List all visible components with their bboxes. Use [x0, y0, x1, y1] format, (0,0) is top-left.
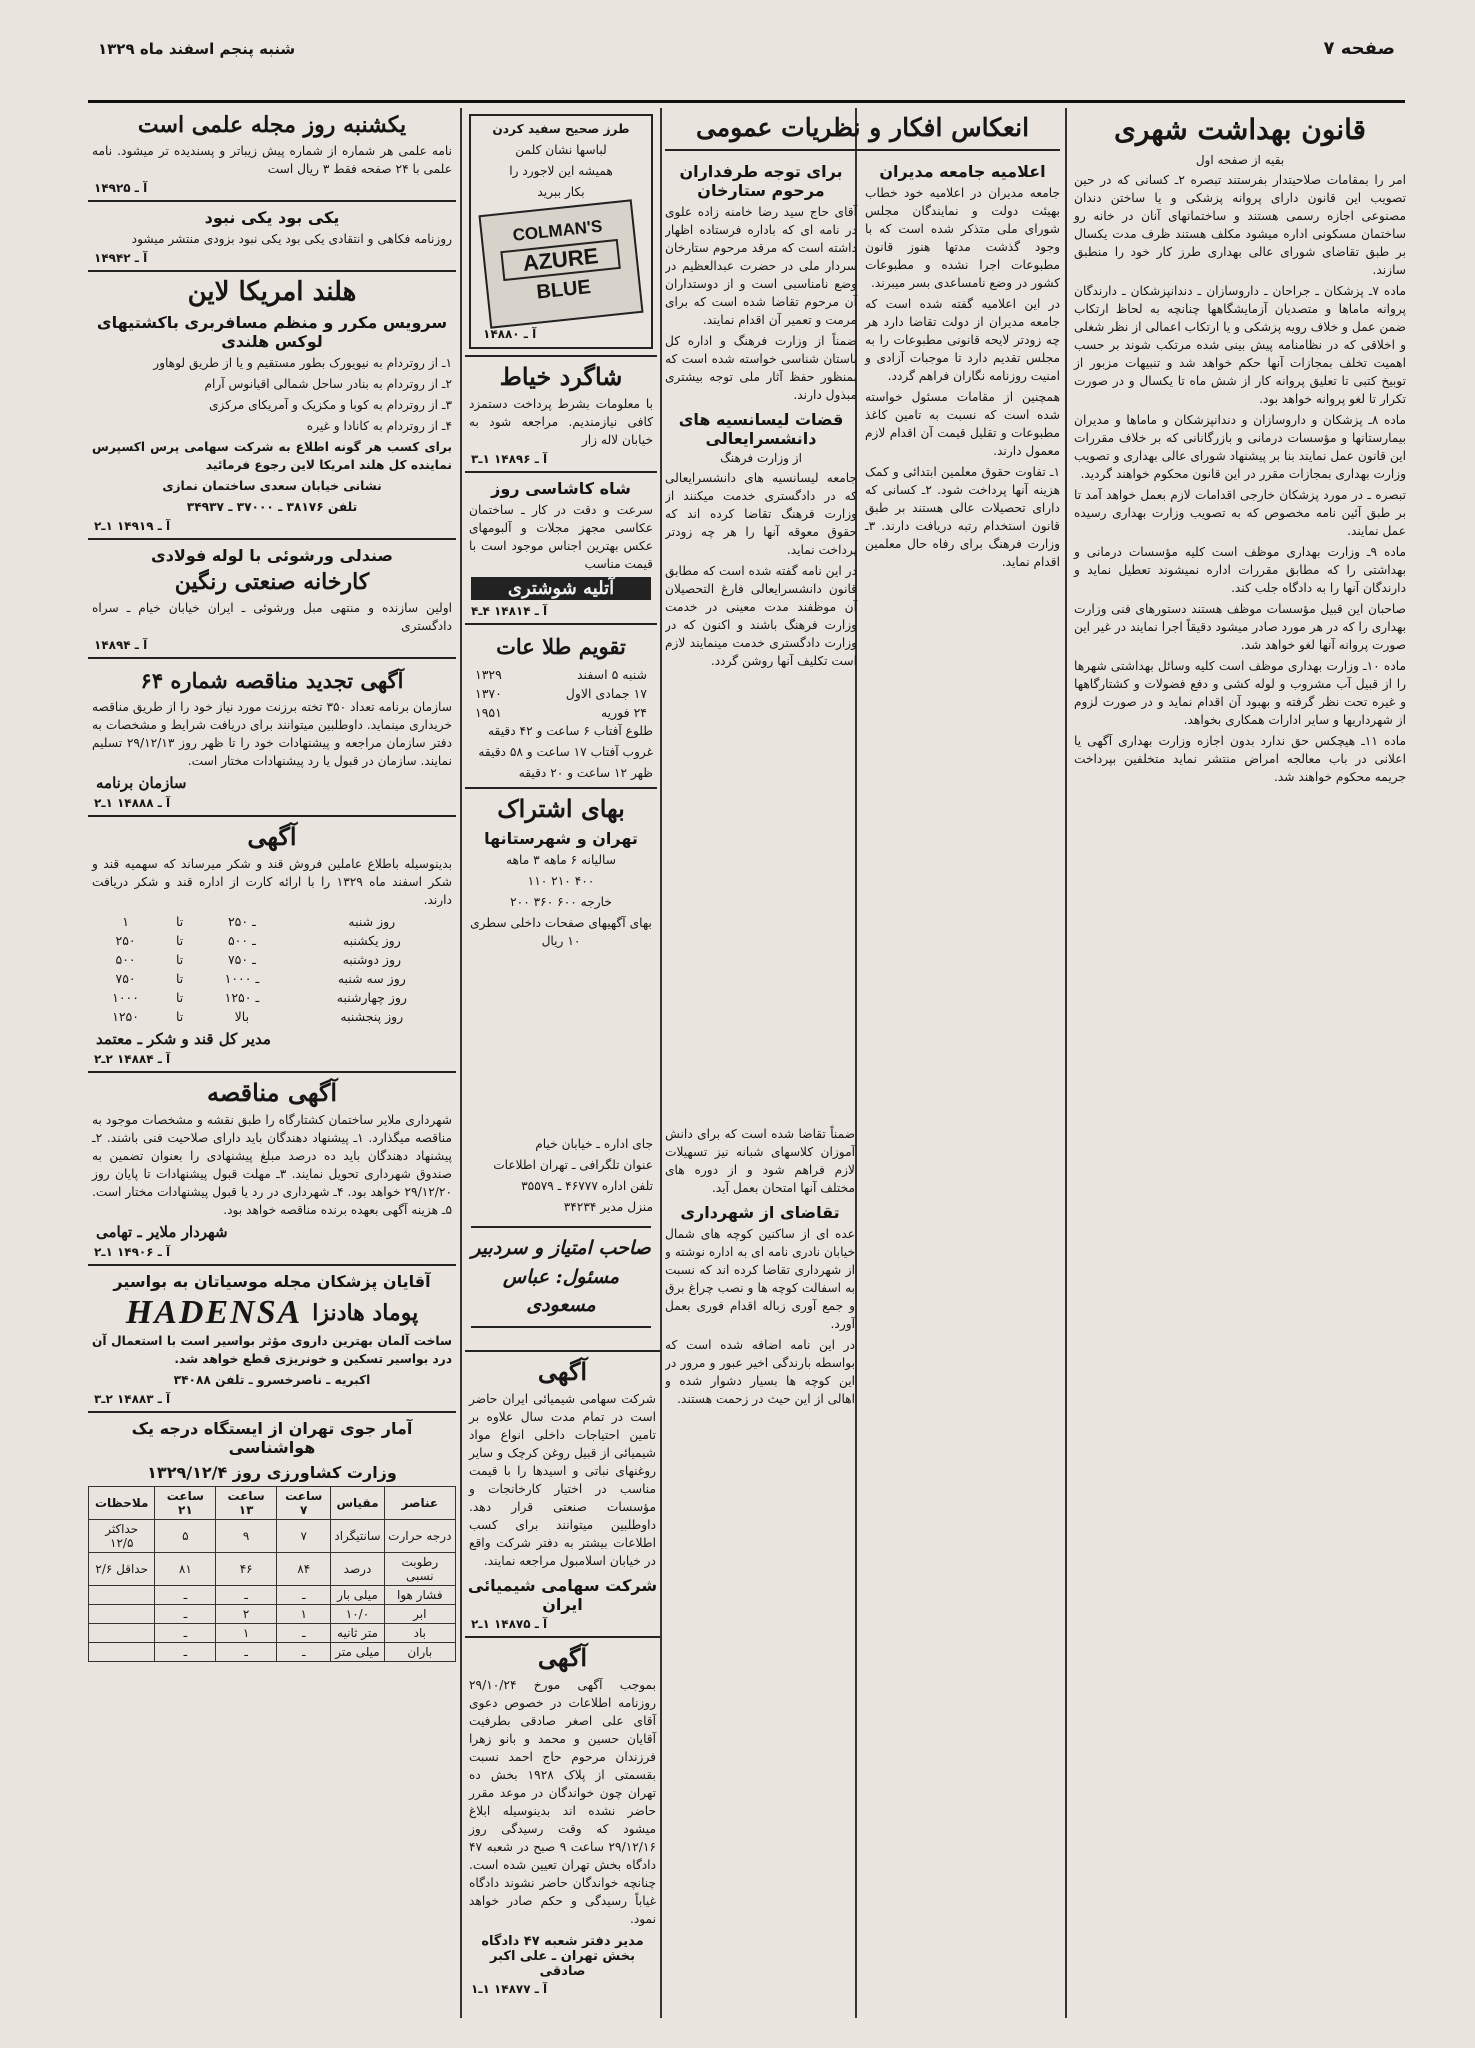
ad-malayer-sign: شهردار ملایر ـ تهامی	[96, 1223, 228, 1242]
ad-holland-sub: سرویس مکرر و منظم مسافربری باکشتیهای لوکس هلندی	[96, 313, 448, 351]
ad-sugar-body: بدینوسیله باطلاع عاملین فروش قند و شکر میرساند که سهمیه قند و شکر اسفند ماه ۱۳۲۹ را با ارائه کارت از اداره قند و شکر دریافت دارند.	[92, 857, 452, 908]
divider	[88, 657, 456, 659]
office-line: جای اداره ـ خیابان خیام	[535, 1137, 653, 1151]
table-cell: رطوبت نسبی	[384, 1553, 455, 1586]
ad-tender-body: سازمان برنامه تعداد ۳۵۰ تخته برزنت مورد نیاز خود را از طریق مناقصه خریداری مینماید. داوطلبین میتوانند برای دریافت شرایط و مشخصات به دفتر سازمان مراجعه و پیشنهادات خود را تا ظهر روز ۲۹/۱۲/۱۳ تسلیم نمایند. سازمان در قبول یا رد پیشنهادات مختار است.	[92, 700, 452, 769]
sugar-schedule-row	[88, 950, 456, 969]
ad-line: طرز صحیح سفید کردن	[492, 122, 630, 136]
table-cell: ۱۰/۰	[331, 1605, 384, 1624]
column-office-info	[465, 1135, 657, 1345]
ad-code: آ ـ ۱۴۸۸۸ ۱ـ۲	[94, 796, 171, 811]
divider	[465, 787, 657, 789]
ad-chair-company: کارخانه صنعتی رنگین	[174, 569, 370, 595]
table-cell: روز چهارشنبه	[336, 990, 407, 1006]
ad-sugar-title: آگهی	[247, 822, 297, 852]
column-public-opinion	[665, 108, 1060, 1128]
ad-chemical-company	[465, 1345, 660, 2015]
table-cell: ۴۶	[216, 1553, 277, 1586]
article-paragraph: ضمناً از وزارت فرهنگ و اداره کل باستان شناسی خواسته شده است که بمنظور حفظ آثار ملی توجه بیشتری مبذول دارند.	[665, 334, 857, 403]
office-line: عنوان تلگرافی ـ تهران اطلاعات	[493, 1158, 653, 1172]
calendar-value: ۱۳۲۹	[475, 666, 502, 682]
table-cell: ـ	[277, 1586, 331, 1605]
table-cell: روز پنجشنبه	[340, 1009, 404, 1025]
article-paragraph: ماده ۱۰ـ وزارت بهداری موظف است کلیه وسائل بهداشتی شهرها را از قبیل آب مشروب و لوله کشی و دفع فضولات و کشتارگاهها و غیره تحت نظر گرفته و بهبود آن اقدام نماید و در صورت لزوم از شهرداریها و سایر ادارات همکاری بخواهد.	[1074, 659, 1406, 727]
ad-code: آ ـ ۱۴۸۷۵ ۱ـ۲	[471, 1617, 548, 1631]
article-paragraph: عده ای از ساکنین کوچه های شمال خیابان نادری نامه ای به اداره نوشته و از شهرداری تقاضا کرده اند که نسبت به اسفالت کوچه ها و نصب چراغ برق و جمع آوری زباله اقدام فوری بعمل آورد.	[665, 1227, 855, 1331]
table-cell: باران	[384, 1643, 455, 1662]
subscription-row: ۴۰۰ ۲۱۰ ۱۱۰	[527, 873, 595, 888]
ad-line: لباسها نشان کلمن	[515, 143, 607, 157]
table-cell: ـ ۷۵۰	[227, 952, 256, 968]
table-header: ساعت ۷	[277, 1487, 331, 1520]
subscription-row: سالیانه ۶ ماهه ۳ ماهه	[506, 852, 616, 867]
subscription-title: بهای اشتراک	[497, 793, 625, 823]
sugar-schedule-row	[88, 988, 456, 1007]
article-paragraph: ماده ۷ـ پزشکان ـ جراحان ـ داروسازان ـ دندانپزشکان ـ دارندگان پروانه ماماها و متصدیان آزمایشگاهها چنانچه به لحاظ ارتکاب ضمن عمل و خلاف رویه پزشکی و یا ارتکاب اعمالی از نظر شغلی و اخلاقی که در نظامنامه پیش بینی شده مرتکب شوند بر حسب اهمیت تخلف بمجازات آنها حکم خواهد شد و تنبیهات مزبور از توبیخ کتبی تا تعلیق پروانه کار از شش ماه تا یکسال و در صورت تکرار تا لغو پروانه خواهد بود.	[1074, 284, 1406, 406]
table-cell	[89, 1605, 155, 1624]
table-cell: ۱	[216, 1624, 277, 1643]
brand-text: COLMAN'S	[511, 216, 604, 245]
weather-row	[89, 1643, 456, 1662]
divider	[465, 623, 657, 625]
ad-humor-title: یکی بود یکی نبود	[204, 208, 340, 227]
publisher-signature: صاحب امتیاز و سردبیر مسئول: عباس مسعودی	[471, 1226, 651, 1328]
ad-code: آ ـ ۱۴۸۱۴ ۴ـ۴	[471, 604, 548, 619]
ad-code: آ ـ ۱۴۹۲۵	[94, 181, 148, 195]
ad-chair-title: صندلی ورشوئی با لوله فولادی	[151, 546, 393, 565]
ad-code: آ ـ ۱۴۸۹۴	[94, 638, 148, 652]
calendar-row	[465, 703, 657, 722]
table-cell: روز یکشنبه	[342, 933, 401, 949]
brand-text: BLUE	[535, 276, 592, 304]
subscription-subtitle: تهران و شهرستانها	[484, 828, 638, 848]
article-paragraph: جامعه لیسانسیه های دانشسرایعالی که در دادگستری خدمت میکنند از وزارت فرهنگ تقاضا کرده اند که حقوق معوقه آنها را هر چه زودتر پرداخت نماید.	[665, 471, 857, 558]
table-cell: میلی متر	[331, 1643, 384, 1662]
weather-row	[89, 1605, 456, 1624]
column-ads-info	[465, 108, 657, 1128]
sugar-schedule-row	[88, 1007, 456, 1026]
ad-code: آ ـ ۱۴۸۸۳ ۲ـ۳	[94, 1392, 171, 1407]
table-cell: ـ	[155, 1624, 216, 1643]
table-cell: میلی بار	[331, 1586, 384, 1605]
article-title-health-law: قانون بهداشت شهری	[1113, 113, 1367, 146]
table-cell: ۱	[277, 1605, 331, 1624]
table-cell	[89, 1643, 155, 1662]
ad-body: شرکت سهامی شیمیائی ایران حاضر است در تمام مدت سال علاوه بر تامین احتیاجات داخلی انواع مواد شیمیائی از قبیل روغن کرچک و سایر روغنهای نباتی و اسیدها را با قیمت مناسب در اختیار کارخانجات و مؤسسات صنعتی قرار دهد. داوطلبین میتوانند برای کسب اطلاعات بیشتر به دفتر شرکت واقع در خیابان اسلامبول مراجعه نمایند.	[469, 1392, 656, 1568]
divider	[88, 1264, 456, 1266]
ad-code: آ ـ ۱۴۸۷۷ ۱ـ۱	[471, 1982, 548, 1996]
ad-holland-title: هلند امریکا لاین	[187, 277, 357, 307]
subhead-editors: اعلامیه جامعه مدیران	[879, 162, 1046, 182]
divider	[88, 200, 456, 202]
subscription-row: خارجه ۶۰۰ ۳۶۰ ۲۰۰	[510, 894, 612, 909]
article-paragraph: ۱ـ تفاوت حقوق معلمین ابتدائی و کمک هزینه آنها پرداخت شود. ۲ـ کسانی که دارای تحصیلات عالی هستند بر طبق قانون استخدام رتبه دریافت دارند. ۳ـ وزارت فرهنگ برای رفاه حال معلمین اقدام نماید.	[865, 465, 1060, 570]
ad-tender-sign: سازمان برنامه	[96, 774, 187, 793]
ad-code: آ ـ ۱۴۸۸۴ ۲ـ۲	[94, 1052, 171, 1067]
sugar-schedule-row	[88, 931, 456, 950]
table-cell: روز شنبه	[348, 914, 396, 930]
ad-photo-name: آتلیه شوشتری	[471, 577, 651, 600]
weather-row	[89, 1624, 456, 1643]
article-paragraph: ضمناً تقاضا شده است که برای دانش آموزان کلاسهای شبانه نیز تسهیلات لازم فراهم شود و از دوره های مختلف آنها امتحان بعمل آید.	[665, 1127, 855, 1195]
article-paragraph: امر را بمقامات صلاحیتدار بفرستند تبصره ۲ـ کسانی که در حین تصویب این قانون دارای پروانه پزشکی و یا ساختن دندان مصنوعی اجازه رسمی هستند و ساختمانهای آنان در خانه رو ساختمان مسکونی اداره میشود مکلف هستند ظرف مدت یکسال بر طبق تقاضای شورای عالی بهداری طرز کار خود را منطبق سازند.	[1074, 173, 1406, 277]
weather-title-2: وزارت کشاورزی روز ۱۳۲۹/۱۲/۴	[147, 1463, 397, 1483]
table-cell: درجه حرارت	[384, 1520, 455, 1553]
article-paragraph: تبصره ـ در مورد پزشکان خارجی اقدامات لازم بعمل خواهد آمد تا بر طبق آئین نامه مخصوص که به تصویب وزارت بهداری رسیده عمل نمایند.	[1074, 488, 1406, 538]
ad-humor-body: روزنامه فکاهی و انتقادی یکی بود یکی نبود بزودی منتشر میشود	[131, 232, 452, 246]
sunset: غروب آفتاب ۱۷ ساعت و ۵۸ دقیقه	[478, 744, 653, 759]
calendar-row	[465, 684, 657, 703]
calendar-value: ۱۳۷۰	[475, 685, 502, 701]
calendar-label: ۱۷ جمادی الاول	[565, 685, 647, 701]
article-paragraph: صاحبان این قبیل مؤسسات موظف هستند دستورهای فنی وزارت بهداری را که در هر مورد صادر میشود دقیقاً اجرا نمایند در غیر این صورت پروانه آنها لغو خواهد شد.	[1074, 602, 1406, 652]
ad-code: آ ـ ۱۴۸۹۶ ۱ـ۳	[471, 452, 548, 466]
article-paragraph: در این اعلامیه گفته شده است که جامعه مدیران از دولت تقاضا دارد هر چه زودتر لایحه قانونی مطبوعات را به مجلس تقدیم دارد تا موجبات آزادی و امنیت روزنامه نگاران فراهم گردد.	[865, 297, 1060, 384]
ad-code: آ ـ ۱۴۸۸۰	[483, 327, 537, 341]
calendar-label: ۲۴ فوریه	[600, 704, 647, 720]
column-public-opinion-cont	[665, 1125, 855, 2015]
column-rule	[460, 108, 462, 2018]
column-rule	[660, 108, 662, 2018]
table-header: ملاحظات	[89, 1487, 155, 1520]
weather-row	[89, 1586, 456, 1605]
ad-code: آ ـ ۱۴۹۱۹ ۱ـ۲	[94, 519, 171, 533]
calendar-label: شنبه ۵ اسفند	[577, 666, 647, 682]
ad-holland-line: ۴ـ از روتردام به کانادا و غیره	[306, 419, 452, 433]
calendar-title: تقویم طلا عات	[496, 634, 626, 660]
table-cell: ۱۰۰۰	[112, 990, 139, 1006]
ad-holland-line: ۳ـ از روتردام به کوبا و مکزیک و آمریکای مرکزی	[208, 398, 452, 412]
divider	[465, 471, 657, 473]
table-header: عناصر	[384, 1487, 455, 1520]
ad-sugar-sign: مدیر کل قند و شکر ـ معتمد	[96, 1030, 271, 1049]
ad-tender-title: آگهی تجدید مناقصه شماره ۶۴	[140, 668, 404, 693]
table-cell: تا	[175, 1009, 184, 1025]
subhead-judges-2: از وزارت فرهنگ	[720, 451, 802, 466]
ad-malayer-body: شهرداری ملایر ساختمان کشتارگاه را طبق نقشه و مشخصات موجود به مناقصه میگذارد. ۱ـ پیشنهاد دهندگان باید دارای صلاحیت فنی باشند. ۲ـ پیشنهاد دهندگان باید ده درصد مبلغ پیشنهادی را بعنوان تضمین به صندوق شهرداری تحویل نمایند. ۳ـ مهلت قبول پیشنهادات تا پایان روز ۲۹/۱۲/۲۰ خواهد بود. ۴ـ شهرداری در رد یا قبول پیشنهادات مختار است. ۵ـ هزینه آگهی بعهده برنده مناقصه خواهد بود.	[92, 1113, 452, 1218]
divider	[88, 1071, 456, 1073]
table-cell: حداقل ۲/۶	[89, 1553, 155, 1586]
ad-hadensa-latin: HADENSA	[125, 1294, 303, 1332]
table-cell: ۱	[122, 914, 129, 930]
divider	[88, 1411, 456, 1413]
weather-table	[88, 1486, 456, 1662]
ad-line: همیشه این لاجورد را	[509, 164, 613, 178]
table-cell: ۲۵۰	[115, 933, 136, 949]
ad-colmans-blue	[469, 114, 653, 349]
table-header: ساعت ۲۱	[155, 1487, 216, 1520]
table-cell	[89, 1624, 155, 1643]
noon: ظهر ۱۲ ساعت و ۲۰ دقیقه	[518, 765, 653, 780]
sunrise: طلوع آفتاب ۶ ساعت و ۴۲ دقیقه	[488, 723, 653, 738]
table-cell: ـ ۱۲۵۰	[224, 990, 260, 1006]
ad-holland-phone: تلفن ۳۸۱۷۶ ـ ۳۷۰۰۰ ـ ۳۴۹۳۷	[186, 500, 358, 514]
article-paragraph: ماده ۱۱ـ هیچکس حق ندارد بدون اجازه وزارت بهداری آگهی یا اعلانی در باب معالجه امراض منتشر نماید متخلفین بپرداخت جریمه محکوم خواهند شد.	[1074, 734, 1406, 784]
divider	[88, 815, 456, 817]
table-cell: ۵۰۰	[115, 952, 136, 968]
table-cell: تا	[175, 914, 184, 930]
table-cell	[89, 1586, 155, 1605]
divider	[88, 538, 456, 540]
calendar-value: ۱۹۵۱	[475, 704, 502, 720]
table-cell: روز سه شنبه	[337, 971, 406, 987]
table-header: ساعت ۱۳	[216, 1487, 277, 1520]
divider	[465, 1350, 660, 1352]
issue-date: شنبه پنجم اسفند ماه ۱۳۲۹	[98, 40, 296, 58]
sugar-schedule-row	[88, 969, 456, 988]
subhead-sattar-khan: برای توجه طرفداران مرحوم ستارخان	[679, 162, 843, 201]
table-cell: تا	[175, 971, 184, 987]
table-cell: ۷	[277, 1520, 331, 1553]
column-classifieds	[88, 108, 456, 2018]
table-cell: ـ	[216, 1586, 277, 1605]
ad-hadensa-address: اکبریه ـ ناصرخسرو ـ تلفن ۳۴۰۸۸	[173, 1373, 371, 1388]
subhead-municipality: تقاضای از شهرداری	[680, 1203, 840, 1222]
ad-hadensa-top: آقایان پزشکان مجله موسیاتان به بواسیر	[113, 1272, 431, 1292]
table-cell: ۱۲۵۰	[112, 1009, 139, 1025]
table-cell: درصد	[331, 1553, 384, 1586]
table-cell: تا	[175, 990, 184, 1006]
ad-line: بکار ببرید	[537, 185, 585, 199]
ad-hadensa-brand	[88, 1294, 456, 1332]
ad-holland-line: ۲ـ از روتردام به بنادر ساحل شمالی اقیانوس آرام	[204, 377, 452, 391]
weather-row	[89, 1553, 456, 1586]
ad-code: آ ـ ۱۴۹۴۲	[94, 251, 148, 265]
table-cell: ـ	[277, 1624, 331, 1643]
ad-holland-line: برای کسب هر گونه اطلاع به شرکت سهامی پرس اکسپرس نماینده کل هلند امریکا لاین رجوع فرمائید	[92, 440, 452, 472]
weather-title: آمار جوی تهران از ایستگاه درجه یک هواشناسی	[131, 1419, 413, 1458]
ad-sign: مدیر دفتر شعبه ۴۷ دادگاه بخش تهران ـ علی اکبر صادقی	[481, 1934, 644, 1979]
ad-science-title: یکشنبه روز مجله علمی است	[137, 112, 407, 138]
table-cell: متر ثانیه	[331, 1624, 384, 1643]
divider	[465, 355, 657, 357]
ad-code: آ ـ ۱۴۹۰۶ ۱ـ۲	[94, 1245, 171, 1260]
table-cell: ۸۱	[155, 1553, 216, 1586]
sugar-schedule-row	[88, 912, 456, 931]
weather-row	[89, 1520, 456, 1553]
divider	[665, 149, 1060, 151]
table-cell: ـ ۵۰۰	[227, 933, 256, 949]
ad-malayer-title: آگهی مناقصه	[206, 1078, 338, 1108]
continuation-note: بقیه از صفحه اول	[1195, 153, 1285, 167]
table-cell: باد	[384, 1624, 455, 1643]
table-cell: ۲	[216, 1605, 277, 1624]
ad-chair-body: اولین سازنده و منتهی مبل ورشوئی ـ ایران خیابان خیام ـ سراه دادگستری	[92, 601, 452, 633]
article-paragraph: همچنین از مقامات مسئول خواسته شده است که نسبت به تامین کاغذ مطبوعات و تقلیل قیمت آن اقدام لازم معمول دارند.	[865, 390, 1060, 459]
article-paragraph: در این نامه اضافه شده است که بواسطه بارندگی اخیر عبور و مرور در این کوچه ها بسیار دشوار شده و اهالی از این حیث در زحمت هستند.	[665, 1338, 855, 1406]
table-cell: ـ	[155, 1605, 216, 1624]
ad-science-body: نامه علمی هر شماره از شماره پیش زیباتر و پسندیده تر میشود. نامه علمی با ۲۴ صفحه فقط ۳ ریال است	[92, 144, 452, 176]
article-paragraph: آقای حاج سید رضا خامنه زاده علوی در نامه ای که باداره فرستاده اظهار داشته است که مرقد مرحوم ستارخان سردار ملی در حضرت عبدالعظیم در وضع نامناسبی است و از دوستداران آن مرحوم تقاضا شده است که برای مرمت و تعمیر آن اقدام نمایند.	[665, 205, 857, 328]
table-cell: ـ	[277, 1643, 331, 1662]
ad-holland-line: ۱ـ از روتردام به نیویورک بطور مستقیم و یا از طریق لوهاور	[153, 356, 452, 370]
divider	[88, 270, 456, 272]
ad-photo-body: سرعت و دقت در کار ـ ساختمان عکاسی مجهز مجلات و آلبومهای عکس بهترین اجناس موجود است با قیمت مناسب	[469, 503, 653, 571]
column-rule	[1065, 108, 1067, 2018]
column-health-law	[1070, 108, 1410, 789]
article-paragraph: جامعه مدیران در اعلامیه خود خطاب بهیئت دولت و نمایندگان مجلس شورای ملی متذکر شده است که با وجود گذشت مدتها هنوز قانون مطبوعات اجرا نشده و مطبوعات کشور در وضع نامساعدی بسر میبرند.	[865, 186, 1060, 291]
table-cell: ۵	[155, 1520, 216, 1553]
table-cell: حداکثر ۱۲/۵	[89, 1520, 155, 1553]
ad-hadensa-body: ساخت آلمان بهترین داروی مؤثر بواسیر است با استعمال آن درد بواسیر تسکین و خونریزی قطع خواهد شد.	[92, 1334, 452, 1367]
brand-text: AZURE	[500, 239, 620, 281]
table-cell: ـ ۱۰۰۰	[224, 971, 260, 987]
ad-title: آگهی	[537, 1357, 588, 1386]
table-header: مقیاس	[331, 1487, 384, 1520]
ad-title: آگهی	[537, 1643, 588, 1672]
ad-holland-address: نشانی خیابان سعدی ساختمان نمازی	[162, 479, 382, 493]
calendar-row	[465, 665, 657, 684]
ad-body: بموجب آگهی مورخ ۲۹/۱۰/۲۴ روزنامه اطلاعات در خصوص دعوی آقای علی اصغر صادقی بطرفیت آقایان حسین و محمد و بانو زهرا فرزندان مرحوم حاج احمد نسبت بقسمتی از پلاک ۱۹۲۸ بخش ده تهران چون خواندگان در موعد مقرر حاضر نشده اند بدینوسیله ابلاغ میشود که وقت رسیدگی روز ۲۹/۱۲/۱۶ ساعت ۹ صبح در شعبه ۴۷ دادگاه بخش تهران تعیین شده است. چنانچه خواندگان حاضر نشوند دادگاه غیاباً رسیدگی و حکم صادر خواهد نمود.	[469, 1678, 657, 1926]
table-cell: تا	[175, 952, 184, 968]
ad-tailor-title: شاگرد خیاط	[499, 362, 623, 391]
page-header	[88, 34, 1405, 103]
page-number: صفحه ۷	[1323, 38, 1395, 59]
divider	[465, 1636, 660, 1638]
article-paragraph: ماده ۹ـ وزارت بهداری موظف است کلیه مؤسسات درمانی و بهداشتی را که مطابق مقررات اداره نمیشوند تعطیل نماید و دارندگان آنها را به دادگاه جلب کند.	[1074, 545, 1407, 595]
colmans-box-illustration	[478, 199, 643, 328]
table-cell: بالا	[234, 1009, 250, 1025]
article-paragraph: ماده ۸ـ پزشکان و داروسازان و دندانپزشکان و ماماها و مدیران بیمارستانها و مؤسسات درمانی و بازرگانانی که بر خلاف مقررات این قانون عمل نمایند بنا بر پیشنهاد شورای عالی بهداری و تصویب وزارت بهداری بمجازات مقرر در این قانون محکوم خواهند گردید.	[1074, 413, 1406, 481]
table-cell: ابر	[384, 1605, 455, 1624]
subhead-judges: قضات لیسانسیه های دانشسرایعالی	[678, 410, 844, 449]
table-cell: روز دوشنبه	[342, 952, 402, 968]
article-title-public-opinion: انعکاس افکار و نظریات عمومی	[695, 113, 1030, 142]
table-cell: فشار هوا	[384, 1586, 455, 1605]
ad-hadensa-title: پوماد هادنزا	[312, 1300, 419, 1327]
table-cell: تا	[175, 933, 184, 949]
office-line: تلفن اداره ۴۶۷۷۷ ـ ۳۵۵۷۹	[521, 1179, 653, 1193]
table-cell: ـ	[155, 1643, 216, 1662]
table-cell: ـ	[155, 1586, 216, 1605]
table-cell: ۹	[216, 1520, 277, 1553]
table-cell: ـ	[216, 1643, 277, 1662]
ad-tailor-body: با معلومات بشرط پرداخت دستمزد کافی نیازمندیم. مراجعه شود به خیابان لاله زار	[469, 397, 653, 447]
table-cell: ـ ۲۵۰	[227, 914, 256, 930]
ad-photo-title: شاه کاشاسی روز	[491, 479, 631, 498]
sugar-schedule-table	[88, 912, 456, 1026]
table-cell: سانتیگراد	[331, 1520, 384, 1553]
table-cell: ۸۴	[277, 1553, 331, 1586]
article-paragraph: در این نامه گفته شده است که مطابق قانون دانشسرایعالی فارغ التحصیلان آن موظفند مدت معینی در خدمت وزارت فرهنگ باشند و اکنون که در وزارت دادگستری خدمت مینمایند لازم است تکلیف آنها روشن گردد.	[665, 564, 857, 669]
ad-sign: شرکت سهامی شیمیائی ایران	[467, 1576, 658, 1614]
subscription-note: بهای آگهیهای صفحات داخلی سطری ۱۰ ریال	[470, 915, 652, 948]
table-cell: ۷۵۰	[115, 971, 136, 987]
office-line: منزل مدیر ۳۴۲۳۴	[563, 1200, 653, 1214]
